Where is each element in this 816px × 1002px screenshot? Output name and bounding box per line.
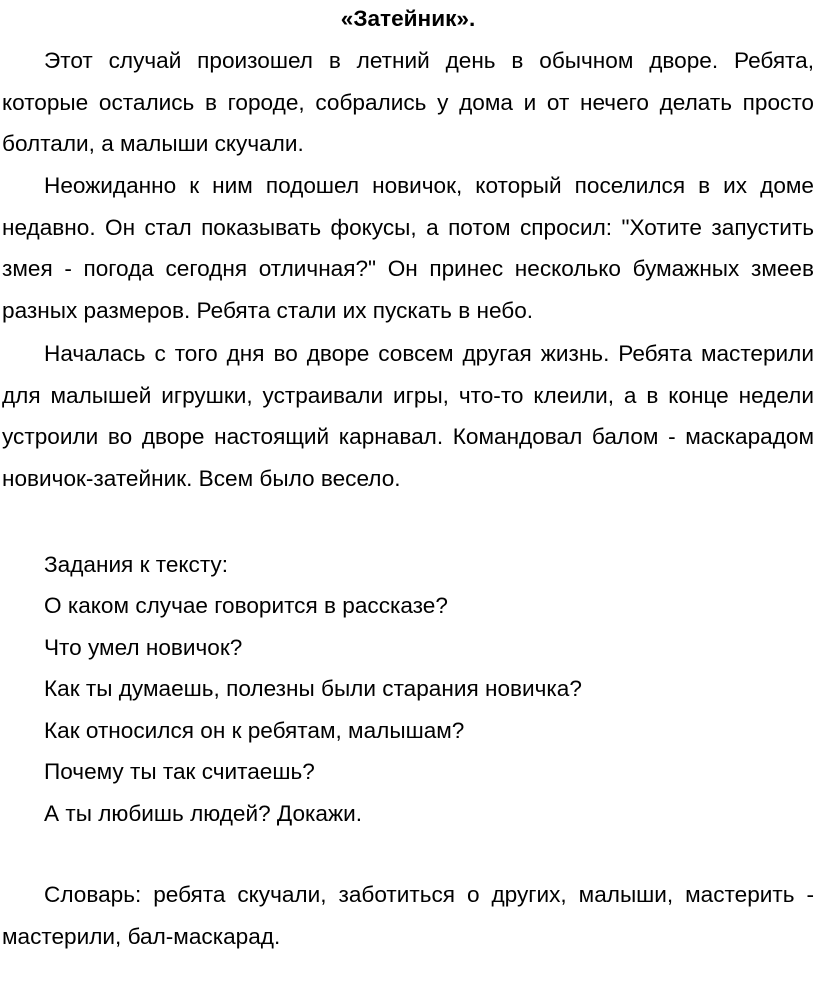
document-title: «Затейник».	[340, 6, 476, 31]
story-paragraph-2: Неожиданно к ним подошел новичок, который поселился в их доме недавно. Он стал показывать фокусы, а потом спросил: "Хотите запустить змея - погода сегодня отличная?" Он принес несколько бумажных змеев разных размеров. Ребята стали их пускать в небо.	[2, 173, 814, 323]
vocabulary-paragraph: Словарь: ребята скучали, заботиться о других, малыши, мастерить - мастерили, бал-маскарад.	[2, 882, 814, 949]
task-question-5: Почему ты так считаешь?	[44, 759, 315, 784]
story-paragraph-1: Этот случай произошел в летний день в обычном дворе. Ребята, которые остались в городе, собрались у дома и от нечего делать просто болтали, а малыши скучали.	[2, 48, 814, 156]
task-question-4: Как относился он к ребятам, малышам?	[44, 718, 465, 743]
task-question-3: Как ты думаешь, полезны были старания новичка?	[44, 676, 582, 701]
tasks-heading: Задания к тексту:	[44, 552, 229, 577]
story-paragraph-3: Началась с того дня во дворе совсем другая жизнь. Ребята мастерили для малышей игрушки, устраивали игры, что-то клеили, а в конце недели устроили во дворе настоящий карнавал. Командовал балом - маскарадом новичок-затейник. Всем было весело.	[2, 341, 814, 491]
task-question-1: О каком случае говорится в рассказе?	[44, 593, 448, 618]
task-question-2: Что умел новичок?	[44, 635, 243, 660]
task-question-6: А ты любишь людей? Докажи.	[44, 801, 363, 826]
